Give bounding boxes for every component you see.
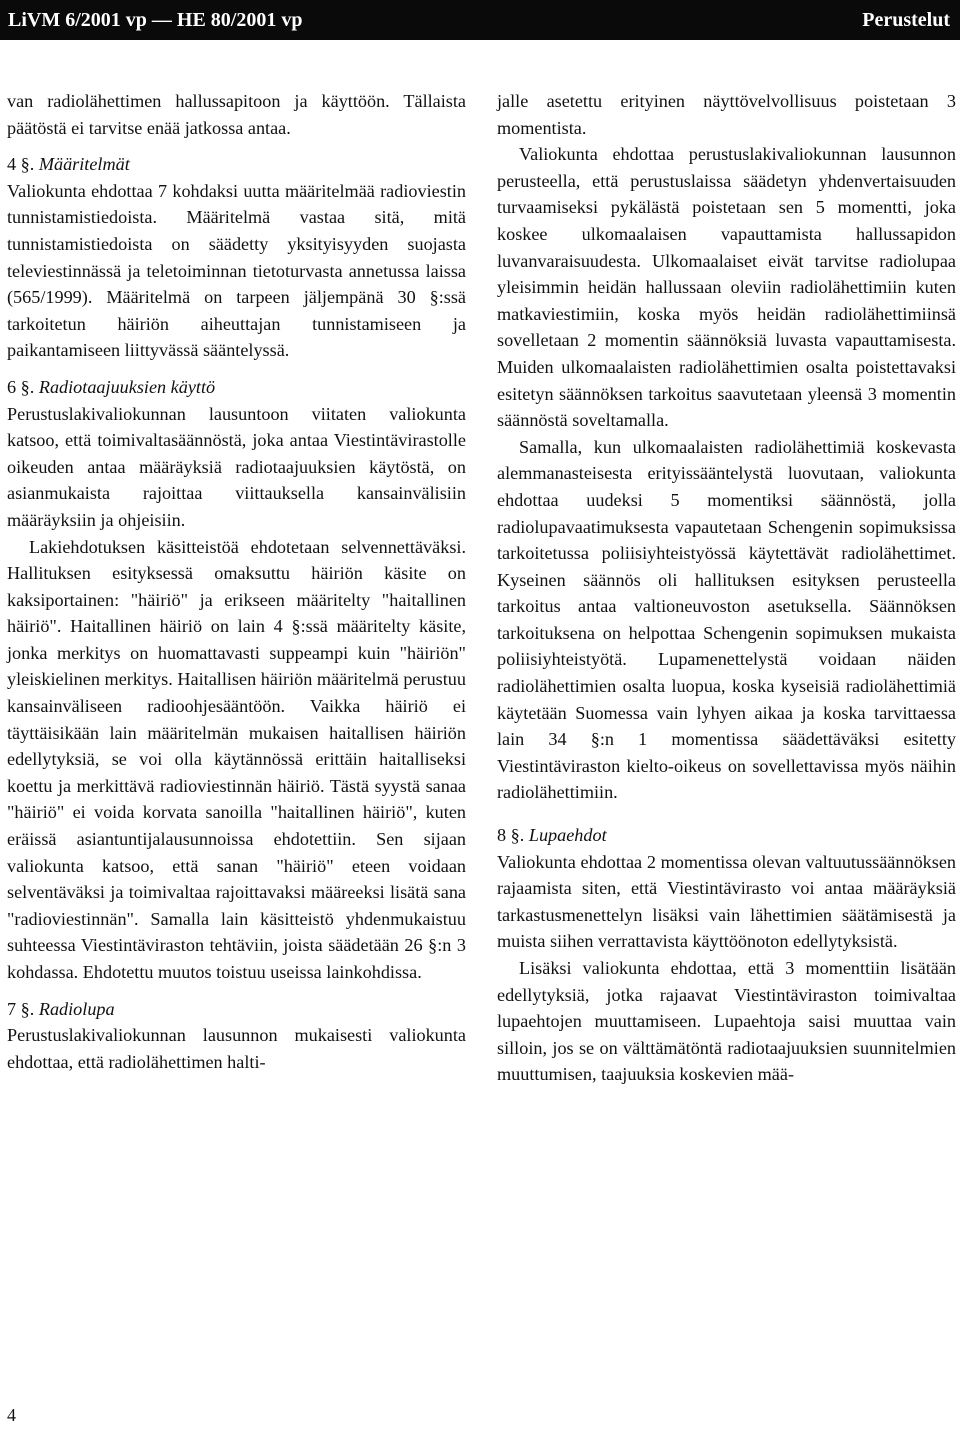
section-heading-4 (7, 151, 466, 178)
running-header (0, 0, 960, 40)
document-reference: LiVM 6/2001 vp — HE 80/2001 vp (8, 9, 303, 31)
section-number: 4 §. (7, 154, 35, 175)
section-heading-6 (7, 374, 466, 401)
section-heading-7 (7, 996, 466, 1023)
paragraph: Perustuslakivaliokunnan lausuntoon viitaten valiokunta katsoo, että toimivaltasäännöstä, joka antaa Viestintävirastolle oikeuden antaa määräyksiä radiotaajuuksien käytöstä, on asianmukaista rajoittaa viittauksella kansainvälisiin määräyksiin ja ohjeisiin. (7, 403, 466, 530)
section-title: Radiotaajuuksien käyttö (38, 376, 216, 397)
section-heading-8 (497, 822, 956, 849)
paragraph: jalle asetettu erityinen näyttövelvollisuus poistetaan 3 momentista. (497, 91, 956, 138)
paragraph: van radiolähettimen hallussapitoon ja käyttöön. Tällaista päätöstä ei tarvitse enää jatkossa antaa. (7, 91, 466, 138)
paragraph: Lisäksi valiokunta ehdottaa, että 3 momenttiin lisätään edellytyksiä, jotka rajaavat Viestintäviraston toimivaltaa lupaehtojen muuttamiseen. Lupaehtoja saisi muuttaa vain silloin, jos se on välttämätöntä radiotaajuuksien suunnitelmien muuttumisen, taajuuksia koskevien mää- (497, 958, 956, 1085)
section-number: 6 §. (7, 376, 35, 397)
paragraph: Lakiehdotuksen käsitteistöä ehdotetaan selvennettäväksi. Hallituksen esityksessä omaksuttu häiriön käsite on kaksiportainen: "häiriö" ja erikseen määritelty "haitallinen häiriö". Haitallinen häiriö on lain 4 §:ssä määritelty käsite, jonka merkitys on huomattavasti suppeampi kuin "häiriön" yleiskielinen merkitys. Haitallisen häiriön määritelmä perustuu kansainväliseen radioohjesääntöön. Vaikka häiriö ei täyttäisikään lain määritelmän mukaisen haitallisen häiriön edellytyksiä, se voi olla käytännössä erittäin haitalliseksi koettu ja merkittävä radioviestinnän häiriö. Tästä syystä sanaa "häiriö" ei voida korvata sanoilla "haitallinen häiriö", kuten eräissä asiantuntijalausunnoissa ehdotettiin. Sen sijaan valiokunta katsoo, että sanan "häiriö" eteen voidaan selventäväksi ja toimivaltaa rajoittavaksi määreeksi lisätä sana "radioviestinnän". Samalla lain käsitteistö yhdenmukaistuu suhteessa Viestintäviraston tehtäviin, joista säädetään 26 §:n 3 kohdassa. Ehdotettu muutos toistuu useissa lainkohdissa. (7, 536, 466, 982)
right-column (497, 88, 956, 1088)
section-title: Radiolupa (38, 998, 115, 1019)
section-title: Määritelmät (38, 154, 130, 175)
paragraph: Valiokunta ehdottaa perustuslakivaliokunnan lausunnon perusteella, että perustuslaissa säädetyn yhdenvertaisuuden turvaamiseksi pykälästä poistetaan sen 5 momentti, joka koskee ulkomaalaisen vapauttamista hallussapidon luvanvaraisuudesta. Ulkomaalaiset eivät tarvitse radiolupaa yleisimmin heidän hallussaan oleviin radiolähettimiin kuten matkaviestimiin, koska myös heidän radiolähettimiinsä sovelletaan 2 momentin säännöksiä luvasta vapauttamisesta. Muiden ulkomaalaisten radiolähettimien osalta poistettavaksi esitetyn säännöksen tarkoitus saavutetaan yleensä 3 momentin säännöstä soveltamalla. (497, 144, 956, 431)
section-number: 7 §. (7, 998, 35, 1019)
section-title: Lupaehdot (528, 825, 607, 846)
section-label: Perustelut (862, 9, 950, 31)
paragraph: Samalla, kun ulkomaalaisten radiolähettimiä koskevasta alemmanasteisesta erityissääntelystä luovutaan, valiokunta ehdottaa uudeksi 5 momentiksi säännöstä, jolla radiolupavaatimuksesta vapautetaan Schengenin sopimuksissa tarkoitetussa poliisiyhteistyössä käytettävät radiolähettimet. Kyseinen säännös oli hallituksen esityksen perusteella tarkoitus antaa valtioneuvoston asetuksella. Säännöksen tarkoituksena on helpottaa Schengenin sopimuksen mukaista poliisiyhteistyötä. Lupamenettelystä voidaan näiden radiolähettimien osalta luopua, koska kyseisiä radiolähettimiä käytetään Suomessa vain lyhyen aikaa ja koska tarvittaessa lain 34 §:n 1 momentissa säädettäväksi esitetty Viestintäviraston kielto-oikeus on sovellettavissa myös näihin radiolähettimiin. (497, 436, 956, 803)
paragraph: Perustuslakivaliokunnan lausunnon mukaisesti valiokunta ehdottaa, että radiolähettimen halti- (7, 1025, 466, 1072)
section-number: 8 §. (497, 825, 525, 846)
left-column (7, 88, 466, 1075)
paragraph: Valiokunta ehdottaa 7 kohdaksi uutta määritelmää radioviestin tunnistamistiedoista. Määritelmä vastaa sitä, mitä tunnistamistiedoista on säädetty yksityisyyden suojasta televiestinnässä ja teletoiminnan tietoturvasta annetussa laissa (565/1999). Määritelmä on tarpeen jäljempänä 30 §:ssä tarkoitetun häiriön aiheuttajan tunnistamiseen ja paikantamiseen liittyvässä sääntelyssä. (7, 180, 466, 361)
paragraph: Valiokunta ehdottaa 2 momentissa olevan valtuutussäännöksen rajaamista siten, että Viestintävirasto voi antaa määräyksiä tarkastusmenettelyn lisäksi vain lähettimien säätämisestä ja muista siihen verrattavista käyttöönoton edellytyksistä. (497, 851, 956, 952)
page-number: 4 (7, 1405, 16, 1425)
